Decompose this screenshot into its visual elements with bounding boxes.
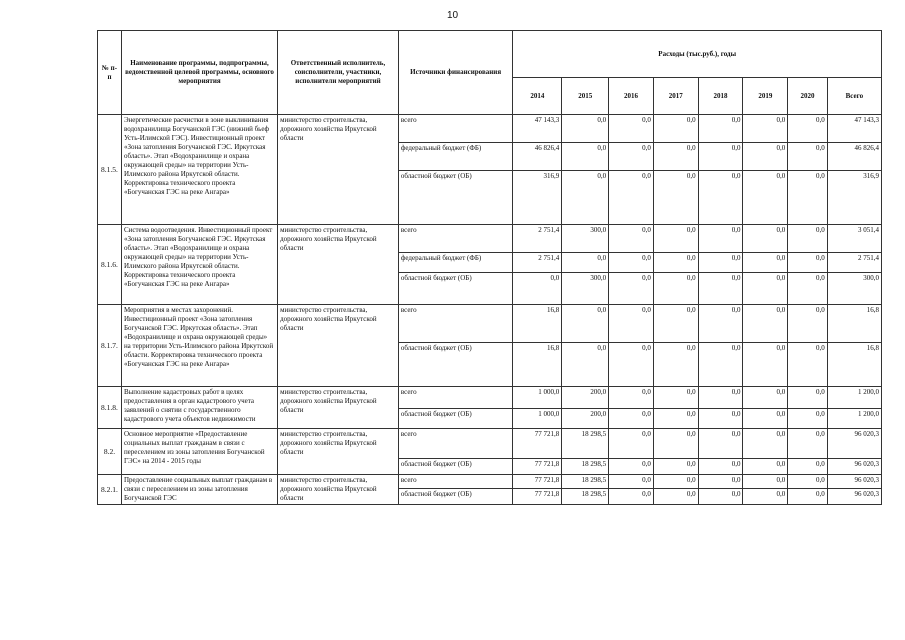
row-responsible: министерство строительства, дорожного хозяйства Иркутской области <box>278 115 399 225</box>
row-value: 0,0 <box>653 273 698 305</box>
row-value: 0,0 <box>698 115 743 143</box>
row-value: 0,0 <box>653 459 698 475</box>
row-source: областной бюджет (ОБ) <box>398 273 513 305</box>
row-value: 0,0 <box>698 305 743 343</box>
row-value: 0,0 <box>609 273 654 305</box>
row-value: 0,0 <box>609 115 654 143</box>
header-year: 2018 <box>698 78 743 115</box>
row-value: 0,0 <box>653 171 698 225</box>
row-value: 0,0 <box>513 273 562 305</box>
row-value: 77 721,8 <box>513 475 562 489</box>
row-value: 0,0 <box>743 115 788 143</box>
row-name: Выполнение кадастровых работ в целях предоставления в орган кадастрового учета заявлений о снятии с государственного кадастрового учета объектов недвижимости <box>121 387 277 429</box>
row-value: 0,0 <box>698 488 743 504</box>
row-value: 16,8 <box>827 343 881 387</box>
row-value: 0,0 <box>788 143 828 171</box>
row-value: 0,0 <box>653 488 698 504</box>
row-value: 0,0 <box>788 488 828 504</box>
row-value: 316,9 <box>827 171 881 225</box>
row-value: 0,0 <box>698 387 743 409</box>
row-value: 0,0 <box>653 305 698 343</box>
row-value: 0,0 <box>788 429 828 459</box>
page-number: 10 <box>446 10 459 21</box>
row-source: всего <box>398 475 513 489</box>
row-code: 8.1.5. <box>98 115 122 225</box>
row-source: всего <box>398 305 513 343</box>
header-name: Наименование программы, подпрограммы, ведомственной целевой программы, основного мероприятия <box>121 31 277 115</box>
row-value: 16,8 <box>827 305 881 343</box>
row-value: 0,0 <box>653 115 698 143</box>
row-value: 0,0 <box>698 253 743 273</box>
row-value: 18 298,5 <box>562 459 609 475</box>
row-value: 0,0 <box>698 171 743 225</box>
row-code: 8.2.1. <box>98 475 122 505</box>
header-year: 2020 <box>788 78 828 115</box>
row-value: 0,0 <box>698 475 743 489</box>
row-value: 0,0 <box>562 171 609 225</box>
row-value: 0,0 <box>788 305 828 343</box>
header-year: 2015 <box>562 78 609 115</box>
row-value: 0,0 <box>788 115 828 143</box>
row-value: 300,0 <box>562 225 609 253</box>
row-value: 18 298,5 <box>562 475 609 489</box>
row-value: 0,0 <box>743 409 788 429</box>
row-value: 2 751,4 <box>513 253 562 273</box>
row-value: 0,0 <box>609 387 654 409</box>
header-year: Всего <box>827 78 881 115</box>
header-year: 2019 <box>743 78 788 115</box>
row-source: всего <box>398 429 513 459</box>
row-value: 96 020,3 <box>827 459 881 475</box>
row-value: 0,0 <box>609 253 654 273</box>
row-source: областной бюджет (ОБ) <box>398 343 513 387</box>
row-value: 0,0 <box>788 409 828 429</box>
row-value: 3 051,4 <box>827 225 881 253</box>
row-value: 77 721,8 <box>513 429 562 459</box>
row-value: 77 721,8 <box>513 459 562 475</box>
row-value: 0,0 <box>698 225 743 253</box>
row-name: Энергетические расчистки в зоне выклинивания водохранилища Богучанской ГЭС (нижний бьеф Усть-Илимской ГЭС). Инвестиционный проект «Зона затопления Богучанской ГЭС. Иркутская область». Этап «Водохранилище и охрана окружающей среды» на территории Усть-Илимского района Иркутской области. Корректировка технического проекта «Богучанская ГЭС на реке Ангара» <box>121 115 277 225</box>
row-value: 0,0 <box>743 273 788 305</box>
row-value: 1 000,0 <box>513 409 562 429</box>
row-value: 0,0 <box>609 343 654 387</box>
row-value: 300,0 <box>562 273 609 305</box>
row-source: всего <box>398 387 513 409</box>
header-expenses: Расходы (тыс.руб.), годы <box>513 31 882 78</box>
row-value: 0,0 <box>653 429 698 459</box>
row-responsible: министерство строительства, дорожного хозяйства Иркутской области <box>278 429 399 475</box>
row-value: 0,0 <box>562 305 609 343</box>
row-value: 96 020,3 <box>827 488 881 504</box>
table-row <box>98 225 882 253</box>
row-value: 0,0 <box>653 409 698 429</box>
row-value: 96 020,3 <box>827 429 881 459</box>
row-value: 0,0 <box>609 459 654 475</box>
header-year: 2017 <box>653 78 698 115</box>
row-value: 18 298,5 <box>562 488 609 504</box>
row-responsible: министерство строительства, дорожного хозяйства Иркутской области <box>278 387 399 429</box>
row-name: Предоставление социальных выплат гражданам в связи с переселением из зоны затопления Богучанской ГЭС <box>121 475 277 505</box>
row-value: 0,0 <box>743 488 788 504</box>
row-value: 0,0 <box>743 253 788 273</box>
row-value: 1 200,0 <box>827 409 881 429</box>
row-value: 16,8 <box>513 305 562 343</box>
row-code: 8.1.6. <box>98 225 122 305</box>
row-code: 8.2. <box>98 429 122 475</box>
row-value: 47 143,3 <box>513 115 562 143</box>
row-source: областной бюджет (ОБ) <box>398 171 513 225</box>
row-value: 0,0 <box>788 343 828 387</box>
row-value: 0,0 <box>653 225 698 253</box>
row-value: 200,0 <box>562 409 609 429</box>
row-value: 0,0 <box>609 305 654 343</box>
row-source: областной бюджет (ОБ) <box>398 409 513 429</box>
row-value: 0,0 <box>743 171 788 225</box>
row-value: 0,0 <box>609 143 654 171</box>
row-value: 0,0 <box>562 343 609 387</box>
row-code: 8.1.8. <box>98 387 122 429</box>
row-value: 1 200,0 <box>827 387 881 409</box>
row-value: 0,0 <box>562 253 609 273</box>
row-value: 0,0 <box>609 225 654 253</box>
row-responsible: министерство строительства, дорожного хозяйства Иркутской области <box>278 305 399 387</box>
row-value: 1 000,0 <box>513 387 562 409</box>
row-value: 0,0 <box>698 143 743 171</box>
row-value: 0,0 <box>653 253 698 273</box>
row-value: 0,0 <box>743 429 788 459</box>
row-responsible: министерство строительства, дорожного хозяйства Иркутской области <box>278 475 399 505</box>
table-row <box>98 305 882 343</box>
row-value: 316,9 <box>513 171 562 225</box>
table-row <box>98 387 882 409</box>
header-source: Источники финансирования <box>398 31 513 115</box>
row-value: 0,0 <box>788 475 828 489</box>
row-value: 0,0 <box>609 409 654 429</box>
row-name: Основное мероприятие «Предоставление социальных выплат гражданам в связи с переселением из зоны затопления Богучанской ГЭС» на 2014 - 2015 годы <box>121 429 277 475</box>
row-value: 0,0 <box>788 273 828 305</box>
row-value: 0,0 <box>743 343 788 387</box>
row-source: федеральный бюджет (ФБ) <box>398 143 513 171</box>
row-value: 0,0 <box>698 273 743 305</box>
row-value: 0,0 <box>609 475 654 489</box>
row-value: 0,0 <box>788 171 828 225</box>
row-value: 0,0 <box>562 143 609 171</box>
row-value: 0,0 <box>743 475 788 489</box>
table-row <box>98 475 882 489</box>
header-year: 2016 <box>609 78 654 115</box>
row-value: 300,0 <box>827 273 881 305</box>
row-value: 0,0 <box>788 387 828 409</box>
row-value: 0,0 <box>653 143 698 171</box>
row-value: 47 143,3 <box>827 115 881 143</box>
row-value: 96 020,3 <box>827 475 881 489</box>
row-value: 0,0 <box>698 459 743 475</box>
row-value: 0,0 <box>698 409 743 429</box>
row-source: областной бюджет (ОБ) <box>398 488 513 504</box>
row-value: 2 751,4 <box>827 253 881 273</box>
row-source: всего <box>398 225 513 253</box>
row-value: 0,0 <box>562 115 609 143</box>
row-value: 0,0 <box>743 459 788 475</box>
row-code: 8.1.7. <box>98 305 122 387</box>
row-value: 0,0 <box>743 305 788 343</box>
row-value: 77 721,8 <box>513 488 562 504</box>
row-value: 0,0 <box>698 429 743 459</box>
row-name: Система водоотведения. Инвестиционный проект «Зона затопления Богучанской ГЭС. Иркутская область». Этап «Водохранилище и охрана окружающей среды» на территории Усть-Илимского района Иркутской области. Корректировка технического проекта «Богучанская ГЭС на реке Ангара» <box>121 225 277 305</box>
row-value: 0,0 <box>698 343 743 387</box>
header-number: № п-п <box>98 31 122 115</box>
row-value: 0,0 <box>609 171 654 225</box>
row-source: федеральный бюджет (ФБ) <box>398 253 513 273</box>
row-value: 0,0 <box>743 387 788 409</box>
row-value: 0,0 <box>788 253 828 273</box>
row-value: 18 298,5 <box>562 429 609 459</box>
row-name: Мероприятия в местах захоронений. Инвестиционный проект «Зона затопления Богучанской ГЭС. Иркутская область». Этап «Водохранилище и охрана окружающей среды» на территории Усть-Илимского района Иркутской области. Корректировка технического проекта «Богучанская ГЭС на реке Ангара» <box>121 305 277 387</box>
row-value: 0,0 <box>609 488 654 504</box>
header-year: 2014 <box>513 78 562 115</box>
row-source: областной бюджет (ОБ) <box>398 459 513 475</box>
row-value: 0,0 <box>609 429 654 459</box>
budget-table <box>97 30 882 505</box>
row-value: 2 751,4 <box>513 225 562 253</box>
row-value: 0,0 <box>743 225 788 253</box>
row-value: 0,0 <box>653 343 698 387</box>
row-source: всего <box>398 115 513 143</box>
row-value: 0,0 <box>788 459 828 475</box>
row-value: 0,0 <box>653 475 698 489</box>
row-value: 0,0 <box>788 225 828 253</box>
row-responsible: министерство строительства, дорожного хозяйства Иркутской области <box>278 225 399 305</box>
row-value: 0,0 <box>653 387 698 409</box>
header-responsible: Ответственный исполнитель, соисполнители, участники, исполнители мероприятий <box>278 31 399 115</box>
table-row <box>98 115 882 143</box>
row-value: 46 826,4 <box>827 143 881 171</box>
row-value: 200,0 <box>562 387 609 409</box>
row-value: 0,0 <box>743 143 788 171</box>
table-row <box>98 429 882 459</box>
row-value: 16,8 <box>513 343 562 387</box>
row-value: 46 826,4 <box>513 143 562 171</box>
